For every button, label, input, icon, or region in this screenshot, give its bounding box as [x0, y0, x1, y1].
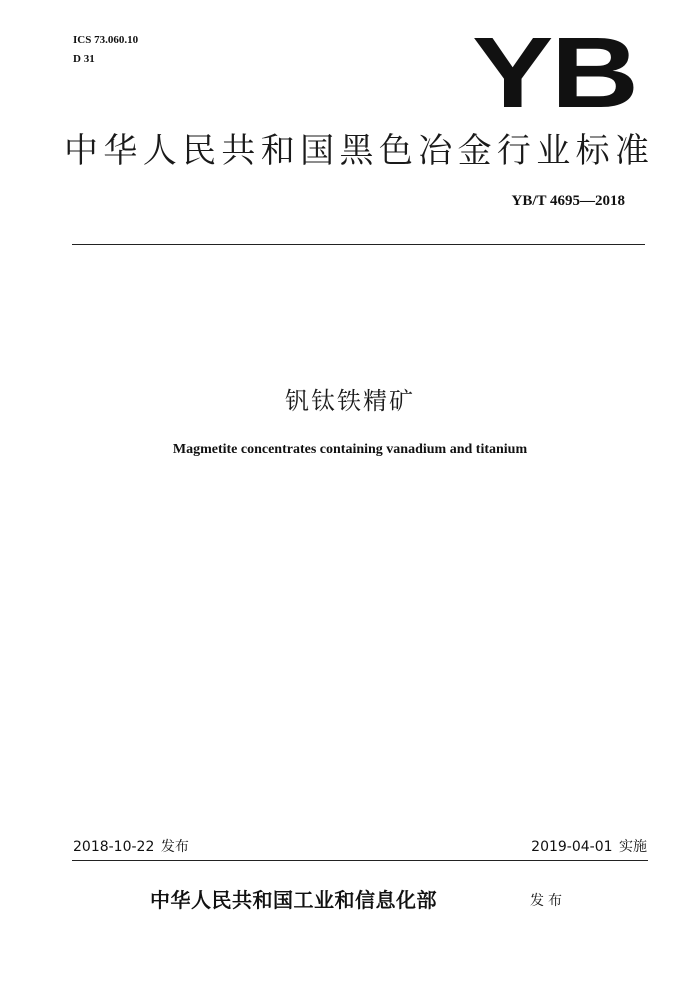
issue-date-line	[73, 838, 189, 856]
yb-logo: YB	[472, 17, 637, 129]
footer-divider	[72, 860, 648, 861]
document-title-english: Magmetite concentrates containing vanadium and titanium	[172, 442, 528, 457]
standard-number: YB/T 4695—2018	[511, 193, 625, 209]
ccs-code: D 31	[73, 53, 95, 65]
document-title-chinese: 钒钛铁精矿	[285, 387, 415, 415]
issuing-authority: 中华人民共和国工业和信息化部	[150, 888, 437, 912]
issue-label: 发布	[160, 839, 189, 855]
implementation-date: 2019-04-01	[531, 839, 613, 855]
industry-standard-title: 中华人民共和国黑色冶金行业标准	[64, 131, 650, 171]
classification-codes	[73, 31, 138, 69]
implementation-label: 实施	[619, 839, 647, 855]
header-divider	[72, 244, 645, 245]
issuing-label: 发布	[530, 893, 566, 909]
issue-date: 2018-10-22	[73, 839, 155, 855]
implementation-date-line	[531, 838, 647, 856]
ics-code: ICS 73.060.10	[73, 34, 139, 46]
